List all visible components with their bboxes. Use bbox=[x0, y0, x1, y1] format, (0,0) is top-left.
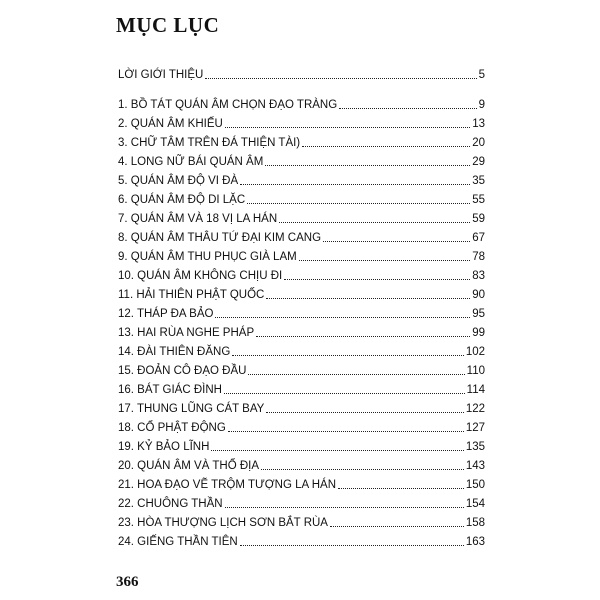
dot-leader bbox=[225, 507, 464, 508]
dot-leader bbox=[302, 146, 470, 147]
toc-entry-title: 10. QUÁN ÂM KHÔNG CHỊU ĐI bbox=[118, 270, 283, 282]
toc-entry-page: 55 bbox=[472, 194, 485, 206]
toc-entry bbox=[118, 400, 485, 416]
toc-entry bbox=[118, 514, 485, 530]
toc-entry-page: 122 bbox=[465, 403, 485, 415]
toc-entry-title: 6. QUÁN ÂM ĐỘ DI LẶC bbox=[118, 194, 246, 206]
toc-entry-title: 7. QUÁN ÂM VÀ 18 VỊ LA HÁN bbox=[118, 213, 278, 225]
dot-leader bbox=[240, 184, 470, 185]
toc-entry-title: 2. QUÁN ÂM KHIẾU bbox=[118, 118, 223, 130]
toc-entry-title: 23. HÒA THƯỢNG LỊCH SƠN BẮT RÙA bbox=[118, 517, 328, 529]
toc-entry-page: 29 bbox=[472, 156, 485, 168]
dot-leader bbox=[205, 78, 476, 79]
toc-entry bbox=[118, 96, 485, 112]
toc-entry-title: 1. BỒ TÁT QUÁN ÂM CHỌN ĐẠO TRÀNG bbox=[118, 99, 338, 111]
toc-entry bbox=[118, 191, 485, 207]
toc-entry-title: 18. CỔ PHẬT ĐỘNG bbox=[118, 422, 226, 434]
dot-leader bbox=[248, 374, 464, 375]
page-title: MỤC LỤC bbox=[116, 13, 220, 37]
toc-entry-title: 5. QUÁN ÂM ĐỘ VI ĐÀ bbox=[118, 175, 239, 187]
dot-leader bbox=[339, 108, 476, 109]
toc-entry-page: 102 bbox=[465, 346, 485, 358]
dot-leader bbox=[256, 336, 470, 337]
toc-entry bbox=[118, 210, 485, 226]
toc-entry bbox=[118, 286, 485, 302]
toc-entry bbox=[118, 115, 485, 131]
dot-leader bbox=[266, 298, 470, 299]
dot-leader bbox=[284, 279, 470, 280]
dot-leader bbox=[211, 450, 463, 451]
toc-entry-page: 20 bbox=[472, 137, 485, 149]
toc-entry bbox=[118, 476, 485, 492]
dot-leader bbox=[330, 526, 464, 527]
toc-entry bbox=[118, 362, 485, 378]
toc-entry bbox=[118, 229, 485, 245]
toc-entry-page: 59 bbox=[472, 213, 485, 225]
toc-entry bbox=[118, 533, 485, 549]
dot-leader bbox=[240, 545, 464, 546]
toc-entry-page: 127 bbox=[465, 422, 485, 434]
toc-entry-title: 4. LONG NỮ BÁI QUÁN ÂM bbox=[118, 156, 264, 168]
toc-entry bbox=[118, 134, 485, 150]
toc-entry-title: 17. THUNG LŨNG CÁT BAY bbox=[118, 403, 265, 415]
toc-entry-page: 163 bbox=[465, 536, 485, 548]
toc-entry-title: 19. KỶ BẢO LĨNH bbox=[118, 441, 210, 453]
dot-leader bbox=[338, 488, 464, 489]
toc-entry-title: 11. HẢI THIÊN PHẬT QUỐC bbox=[118, 289, 265, 301]
toc-entry-page: 114 bbox=[466, 384, 485, 396]
toc-entry bbox=[118, 438, 485, 454]
toc-entry bbox=[118, 343, 485, 359]
toc-entry-title: 15. ĐOẢN CÔ ĐẠO ĐẦU bbox=[118, 365, 247, 377]
toc-entry-title: 9. QUÁN ÂM THU PHỤC GIÀ LAM bbox=[118, 251, 297, 263]
toc-entry-page: 95 bbox=[472, 308, 485, 320]
toc-entry-title: 14. ĐÀI THIÊN ĐĂNG bbox=[118, 346, 231, 358]
dot-leader bbox=[323, 241, 470, 242]
dot-leader bbox=[232, 355, 464, 356]
dot-leader bbox=[247, 203, 470, 204]
toc-entry-title: 12. THÁP ĐA BẢO bbox=[118, 308, 214, 320]
toc-entry bbox=[118, 457, 485, 473]
toc-entry bbox=[118, 419, 485, 435]
dot-leader bbox=[261, 469, 464, 470]
page-number: 366 bbox=[116, 574, 139, 590]
toc-entry-page: 67 bbox=[472, 232, 485, 244]
toc-entry bbox=[118, 324, 485, 340]
toc-entry-title: 22. CHUÔNG THẦN bbox=[118, 498, 223, 510]
toc-entry-title: 21. HOA ĐẠO VẼ TRỘM TƯỢNG LA HÁN bbox=[118, 479, 337, 491]
toc-entry bbox=[118, 267, 485, 283]
dot-leader bbox=[279, 222, 470, 223]
toc-entry bbox=[118, 381, 485, 397]
toc-entry-intro bbox=[118, 66, 485, 82]
dot-leader bbox=[266, 412, 463, 413]
toc-entry bbox=[118, 172, 485, 188]
toc-entry bbox=[118, 248, 485, 264]
toc-entry-page: 158 bbox=[465, 517, 485, 529]
toc-entry-title: LỜI GIỚI THIỆU bbox=[118, 69, 204, 81]
toc-entry bbox=[118, 495, 485, 511]
toc-entry-page: 35 bbox=[472, 175, 485, 187]
toc-entry-page: 135 bbox=[465, 441, 485, 453]
toc-entry-page: 90 bbox=[472, 289, 485, 301]
toc-entry-title: 16. BÁT GIÁC ĐÌNH bbox=[118, 384, 222, 396]
toc-entry-page: 5 bbox=[478, 69, 485, 81]
toc-entry bbox=[118, 305, 485, 321]
toc-entry-page: 143 bbox=[465, 460, 485, 472]
toc-entry-title: 3. CHỮ TÂM TRÊN ĐÁ THIỆN TÀI) bbox=[118, 137, 301, 149]
toc-entry-page: 83 bbox=[472, 270, 485, 282]
toc-entry-page: 9 bbox=[478, 99, 485, 111]
toc-entry-title: 20. QUÁN ÂM VÀ THỔ ĐỊA bbox=[118, 460, 260, 472]
toc-entry-page: 13 bbox=[472, 118, 485, 130]
dot-leader bbox=[228, 431, 464, 432]
toc-entry-title: 13. HAI RÙA NGHE PHÁP bbox=[118, 327, 255, 339]
toc-entry-page: 78 bbox=[472, 251, 485, 263]
toc-entry-title: 24. GIẾNG THẦN TIÊN bbox=[118, 536, 238, 548]
toc-entry-title: 8. QUÁN ÂM THÂU TỨ ĐẠI KIM CANG bbox=[118, 232, 322, 244]
dot-leader bbox=[224, 393, 465, 394]
toc-entry-page: 110 bbox=[466, 365, 485, 377]
toc-entry-page: 99 bbox=[472, 327, 485, 339]
toc-entry bbox=[118, 153, 485, 169]
dot-leader bbox=[265, 165, 470, 166]
dot-leader bbox=[215, 317, 470, 318]
toc-entry-page: 150 bbox=[465, 479, 485, 491]
toc-entry-page: 154 bbox=[465, 498, 485, 510]
dot-leader bbox=[225, 127, 470, 128]
dot-leader bbox=[299, 260, 470, 261]
